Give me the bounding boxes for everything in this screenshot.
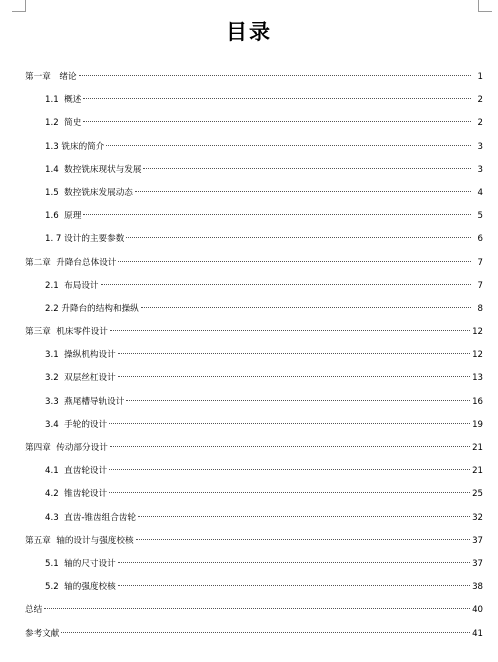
- page-title: 目录: [226, 19, 272, 44]
- toc-entry[interactable]: [25, 66, 483, 89]
- toc-entry[interactable]: [25, 599, 483, 622]
- toc-dot-leader: [118, 261, 471, 262]
- toc-dot-leader: [126, 400, 470, 401]
- crop-mark-right-horizontal: [478, 11, 492, 12]
- toc-entry[interactable]: [25, 460, 483, 483]
- toc-entry-page-number: 2: [477, 95, 483, 106]
- toc-entry-label: 第二章 升降台总体设计: [25, 257, 117, 268]
- toc-dot-leader: [109, 469, 470, 470]
- toc-entry-label: 总结: [25, 605, 43, 616]
- toc-dot-leader: [44, 608, 470, 609]
- toc-entry[interactable]: [25, 298, 483, 321]
- toc-entry-label: 参考文献: [25, 628, 60, 639]
- toc-dot-leader: [118, 376, 470, 377]
- toc-entry-label: 1.3 铣床的简介: [45, 141, 105, 152]
- toc-entry-page-number: 37: [472, 535, 483, 546]
- toc-entry[interactable]: [25, 182, 483, 205]
- toc-entry-page-number: 12: [472, 327, 483, 338]
- toc-entry[interactable]: [25, 391, 483, 414]
- toc-entry[interactable]: [25, 344, 483, 367]
- toc-entry-page-number: 2: [477, 118, 483, 129]
- toc-entry-page-number: 41: [472, 628, 483, 639]
- toc-entry-label: 1.5 数控铣床发展动态: [45, 187, 133, 198]
- toc-entry-label: 3.2 双层丝杠设计: [45, 373, 116, 384]
- toc-entry-label: 4.2 锥齿轮设计: [45, 489, 108, 500]
- toc-dot-leader: [106, 145, 471, 146]
- toc-entry-label: 2.1 布局设计: [45, 280, 99, 291]
- toc-entry[interactable]: [25, 576, 483, 599]
- toc-entry[interactable]: [25, 553, 483, 576]
- toc-entry-label: 1.6 原理: [45, 211, 82, 222]
- toc-entry-page-number: 1: [477, 72, 483, 82]
- toc-entry-label: 1.2 简史: [45, 118, 82, 129]
- toc-entry[interactable]: [25, 530, 483, 553]
- toc-entry[interactable]: [25, 275, 483, 298]
- toc-dot-leader: [61, 632, 470, 633]
- toc-entry-label: 第四章 传动部分设计: [25, 443, 108, 453]
- toc-entry-page-number: 25: [472, 489, 483, 500]
- toc-entry-page-number: 16: [472, 396, 483, 407]
- toc-dot-leader: [135, 191, 471, 192]
- toc-entry-page-number: 38: [472, 582, 483, 593]
- toc-entry-label: 1.4 数控铣床现状与发展: [45, 164, 142, 175]
- toc-entry[interactable]: [25, 159, 483, 182]
- toc-entry-label: 3.1 操纵机构设计: [45, 350, 116, 361]
- toc-dot-leader: [109, 423, 470, 424]
- toc-dot-leader: [118, 353, 470, 354]
- toc-dot-leader: [101, 284, 471, 285]
- toc-dot-leader: [118, 585, 470, 586]
- toc-dot-leader: [83, 98, 471, 99]
- toc-entry[interactable]: [25, 89, 483, 112]
- toc-entry-page-number: 13: [472, 373, 483, 384]
- toc-entry-page-number: 7: [477, 280, 483, 291]
- toc-dot-leader: [126, 237, 471, 238]
- toc-dot-leader: [143, 168, 471, 169]
- toc-entry-label: 3.3 燕尾槽导轨设计: [45, 396, 125, 407]
- toc-dot-leader: [83, 214, 471, 215]
- toc-dot-leader: [83, 121, 471, 122]
- toc-entry-page-number: 21: [472, 466, 483, 477]
- toc-entry-page-number: 12: [472, 350, 483, 361]
- crop-mark-left-horizontal: [12, 11, 26, 12]
- toc-entry-page-number: 7: [477, 257, 483, 268]
- toc-entry-page-number: 8: [477, 303, 483, 314]
- toc-entry[interactable]: [25, 136, 483, 159]
- toc-entry-label: 1. 7 设计的主要参数: [45, 234, 125, 245]
- toc-entry-page-number: 32: [472, 512, 483, 523]
- table-of-contents: [25, 66, 483, 646]
- toc-entry[interactable]: [25, 205, 483, 228]
- toc-entry-label: 3.4 手轮的设计: [45, 419, 108, 430]
- toc-entry-page-number: 3: [477, 141, 483, 152]
- toc-dot-leader: [136, 539, 470, 540]
- toc-entry[interactable]: [25, 437, 483, 460]
- toc-entry[interactable]: [25, 507, 483, 530]
- toc-entry-page-number: 6: [477, 234, 483, 245]
- toc-entry[interactable]: [25, 252, 483, 275]
- toc-entry-page-number: 21: [472, 443, 483, 453]
- toc-dot-leader: [110, 330, 470, 331]
- toc-entry[interactable]: [25, 623, 483, 646]
- toc-dot-leader: [138, 516, 470, 517]
- toc-dot-leader: [109, 492, 470, 493]
- toc-entry-page-number: 4: [477, 187, 483, 198]
- toc-entry-label: 4.3 直齿-锥齿组合齿轮: [45, 512, 136, 523]
- toc-dot-leader: [110, 446, 470, 447]
- toc-entry-label: 2.2 升降台的结构和操纵: [45, 303, 139, 314]
- toc-entry-page-number: 3: [477, 164, 483, 175]
- toc-entry-label: 第三章 机床零件设计: [25, 327, 108, 338]
- toc-entry-label: 5.2 轴的强度校核: [45, 582, 116, 593]
- toc-entry[interactable]: [25, 414, 483, 437]
- toc-entry[interactable]: [25, 228, 483, 251]
- toc-dot-leader: [79, 75, 471, 76]
- toc-entry[interactable]: [25, 367, 483, 390]
- toc-entry-page-number: 5: [477, 211, 483, 222]
- toc-dot-leader: [141, 307, 471, 308]
- toc-entry[interactable]: [25, 483, 483, 506]
- toc-entry-page-number: 19: [472, 419, 483, 430]
- toc-entry[interactable]: [25, 112, 483, 135]
- toc-entry[interactable]: [25, 321, 483, 344]
- toc-dot-leader: [118, 562, 470, 563]
- toc-entry-page-number: 40: [472, 605, 483, 616]
- toc-entry-label: 1.1 概述: [45, 95, 82, 106]
- toc-entry-label: 5.1 轴的尺寸设计: [45, 558, 116, 569]
- toc-entry-label: 4.1 直齿轮设计: [45, 466, 108, 477]
- toc-entry-label: 第五章 轴的设计与强度校核: [25, 535, 134, 546]
- toc-entry-page-number: 37: [472, 558, 483, 569]
- toc-entry-label: 第一章 绪论: [25, 72, 77, 82]
